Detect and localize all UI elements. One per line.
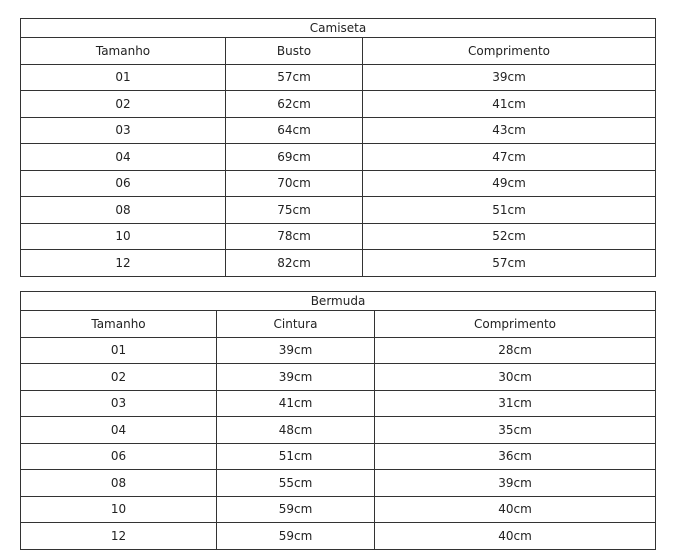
busto-cell: 78cm bbox=[226, 223, 363, 250]
table-row bbox=[21, 64, 656, 91]
comprimento-cell: 40cm bbox=[375, 523, 656, 550]
busto-cell: 82cm bbox=[226, 250, 363, 277]
size-cell: 03 bbox=[21, 390, 217, 417]
column-header-busto: Busto bbox=[226, 38, 363, 65]
column-header-tamanho: Tamanho bbox=[21, 311, 217, 338]
table-row bbox=[21, 223, 656, 250]
cintura-cell: 55cm bbox=[217, 470, 375, 497]
size-cell: 08 bbox=[21, 197, 226, 224]
comprimento-cell: 36cm bbox=[375, 443, 656, 470]
cintura-cell: 39cm bbox=[217, 364, 375, 391]
bermuda-size-table bbox=[20, 291, 656, 550]
busto-cell: 57cm bbox=[226, 64, 363, 91]
comprimento-cell: 31cm bbox=[375, 390, 656, 417]
busto-cell: 64cm bbox=[226, 117, 363, 144]
comprimento-cell: 51cm bbox=[363, 197, 656, 224]
table-row bbox=[21, 337, 656, 364]
camiseta-size-table bbox=[20, 18, 656, 277]
size-cell: 10 bbox=[21, 496, 217, 523]
table-title: Bermuda bbox=[21, 292, 656, 311]
size-cell: 02 bbox=[21, 364, 217, 391]
table-row bbox=[21, 390, 656, 417]
size-cell: 12 bbox=[21, 250, 226, 277]
comprimento-cell: 47cm bbox=[363, 144, 656, 171]
column-header-comprimento: Comprimento bbox=[375, 311, 656, 338]
size-cell: 02 bbox=[21, 91, 226, 118]
table-row bbox=[21, 250, 656, 277]
cintura-cell: 51cm bbox=[217, 443, 375, 470]
table-row bbox=[21, 197, 656, 224]
busto-cell: 75cm bbox=[226, 197, 363, 224]
size-cell: 10 bbox=[21, 223, 226, 250]
comprimento-cell: 35cm bbox=[375, 417, 656, 444]
comprimento-cell: 30cm bbox=[375, 364, 656, 391]
size-cell: 01 bbox=[21, 337, 217, 364]
cintura-cell: 39cm bbox=[217, 337, 375, 364]
cintura-cell: 41cm bbox=[217, 390, 375, 417]
column-header-cintura: Cintura bbox=[217, 311, 375, 338]
comprimento-cell: 41cm bbox=[363, 91, 656, 118]
comprimento-cell: 52cm bbox=[363, 223, 656, 250]
size-cell: 04 bbox=[21, 144, 226, 171]
size-cell: 01 bbox=[21, 64, 226, 91]
cintura-cell: 48cm bbox=[217, 417, 375, 444]
size-cell: 12 bbox=[21, 523, 217, 550]
comprimento-cell: 43cm bbox=[363, 117, 656, 144]
table-row bbox=[21, 144, 656, 171]
size-cell: 06 bbox=[21, 170, 226, 197]
size-cell: 03 bbox=[21, 117, 226, 144]
table-row bbox=[21, 170, 656, 197]
table-row bbox=[21, 523, 656, 550]
table-row bbox=[21, 496, 656, 523]
size-cell: 04 bbox=[21, 417, 217, 444]
comprimento-cell: 39cm bbox=[375, 470, 656, 497]
table-row bbox=[21, 417, 656, 444]
cintura-cell: 59cm bbox=[217, 496, 375, 523]
size-cell: 06 bbox=[21, 443, 217, 470]
busto-cell: 69cm bbox=[226, 144, 363, 171]
comprimento-cell: 57cm bbox=[363, 250, 656, 277]
comprimento-cell: 49cm bbox=[363, 170, 656, 197]
comprimento-cell: 40cm bbox=[375, 496, 656, 523]
comprimento-cell: 28cm bbox=[375, 337, 656, 364]
busto-cell: 70cm bbox=[226, 170, 363, 197]
column-header-tamanho: Tamanho bbox=[21, 38, 226, 65]
table-row bbox=[21, 443, 656, 470]
table-row bbox=[21, 117, 656, 144]
table-row bbox=[21, 91, 656, 118]
comprimento-cell: 39cm bbox=[363, 64, 656, 91]
busto-cell: 62cm bbox=[226, 91, 363, 118]
column-header-comprimento: Comprimento bbox=[363, 38, 656, 65]
size-cell: 08 bbox=[21, 470, 217, 497]
cintura-cell: 59cm bbox=[217, 523, 375, 550]
table-title: Camiseta bbox=[21, 19, 656, 38]
table-row bbox=[21, 364, 656, 391]
table-row bbox=[21, 470, 656, 497]
